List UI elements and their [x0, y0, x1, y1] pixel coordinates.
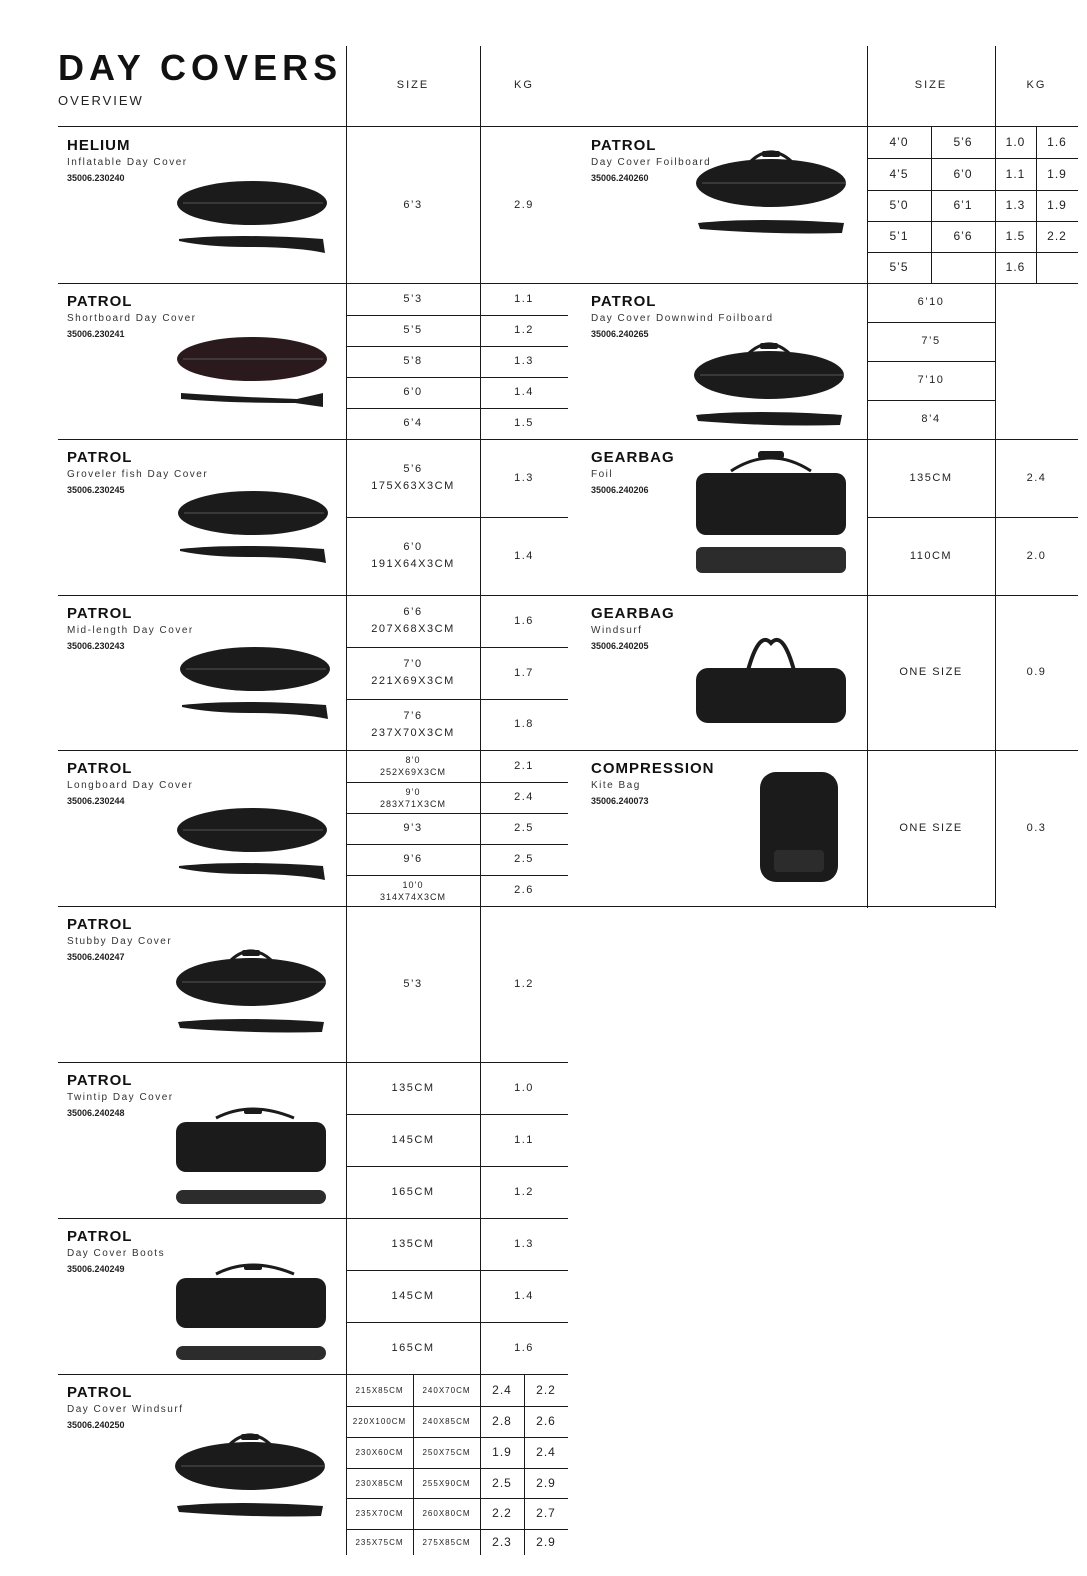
size-cell: ONE SIZE [899, 821, 963, 834]
size-cell: 6’0 [403, 386, 423, 398]
size-cell: 8’4 [921, 413, 941, 425]
size-cell: 250X75CM [422, 1448, 471, 1457]
kg-cell: 1.0 [514, 1081, 534, 1094]
kg-cell: 1.9 [1047, 198, 1067, 212]
product-code: 35006.240206 [591, 485, 649, 495]
kg-cell: 2.2 [1047, 229, 1067, 243]
size-cell: ONE SIZE [899, 666, 963, 678]
kg-cell: 1.1 [514, 1133, 534, 1146]
size-cell: 6’10 [917, 296, 945, 308]
kg-cell: 2.5 [514, 853, 534, 865]
size-cell: 145CM [391, 1133, 435, 1146]
product-name: PATROL [67, 1384, 133, 1401]
product-name: PATROL [67, 449, 133, 466]
product-name: PATROL [67, 1228, 133, 1245]
size-cell: 240X70CM [422, 1385, 471, 1395]
product-name: GEARBAG [591, 605, 675, 622]
windsurf-gearbag-icon [696, 633, 856, 773]
size-cell: 5’3 [403, 292, 423, 305]
size-cell: 260X80CM [422, 1509, 471, 1518]
product-name: PATROL [67, 293, 133, 310]
kg-cell: 1.3 [514, 1237, 534, 1250]
size-cell: 9’0 283X71X3CM [379, 786, 447, 809]
size-cell: 4’0 [889, 135, 909, 149]
product-description: Foil [591, 469, 614, 480]
kg-cell: 2.4 [492, 1382, 512, 1397]
product-description: Kite Bag [591, 780, 641, 791]
kg-cell: 0.3 [1026, 821, 1047, 834]
product-code: 35006.240205 [591, 641, 649, 651]
size-cell: 6’1 [953, 198, 973, 212]
product-code: 35006.230244 [67, 796, 125, 806]
size-cell: 6’6 [953, 229, 973, 243]
kg-cell: 1.3 [1005, 198, 1026, 212]
product-name: GEARBAG [591, 449, 675, 466]
size-cell: 275X85CM [422, 1537, 471, 1547]
product-description: Inflatable Day Cover [67, 157, 188, 168]
size-cell: 8’0 252X69X3CM [379, 755, 447, 777]
kg-cell: 2.6 [514, 884, 534, 896]
kg-cell: 1.9 [492, 1445, 512, 1459]
kg-cell: 1.6 [514, 1341, 534, 1354]
size-cell: 145CM [391, 1289, 435, 1302]
kg-cell: 1.2 [514, 977, 534, 990]
size-cell: 5’6 [953, 135, 973, 149]
size-cell: 240X85CM [422, 1417, 471, 1426]
kg-cell: 1.3 [514, 355, 534, 367]
kg-cell: 2.6 [536, 1414, 556, 1428]
stubby-board-bag-icon [176, 952, 336, 1092]
kg-cell: 2.4 [1026, 471, 1047, 484]
kg-cell: 1.6 [1005, 260, 1026, 274]
size-cell [931, 252, 995, 283]
product-name: PATROL [591, 293, 657, 310]
inflatable-board-bag-icon [177, 181, 337, 321]
size-cell: 255X90CM [422, 1478, 471, 1488]
size-cell: 230X60CM [355, 1448, 404, 1457]
size-cell: 6’0 [953, 166, 973, 181]
size-cell: 5’5 [889, 260, 909, 274]
kg-cell: 2.5 [514, 822, 534, 834]
kg-cell [1036, 252, 1078, 283]
product-name: PATROL [67, 605, 133, 622]
kg-cell: 2.9 [514, 198, 534, 211]
size-cell: 6’4 [403, 417, 423, 429]
size-cell: 5’8 [403, 355, 423, 367]
size-cell: 5’5 [403, 324, 423, 336]
kg-cell: 2.9 [536, 1534, 556, 1549]
product-description: Longboard Day Cover [67, 780, 194, 791]
kg-cell: 1.2 [514, 324, 534, 336]
kg-cell: 2.4 [536, 1445, 556, 1459]
size-cell: 220X100CM [352, 1417, 407, 1426]
product-code: 35006.230241 [67, 329, 125, 339]
size-cell: 4’5 [889, 166, 909, 181]
product-code: 35006.230240 [67, 173, 125, 183]
page-title: DAY COVERS [58, 47, 343, 88]
kg-cell: 2.2 [536, 1382, 556, 1397]
product-code: 35006.240248 [67, 1108, 125, 1118]
product-description: Groveler fish Day Cover [67, 469, 209, 480]
product-code: 35006.240260 [591, 173, 649, 183]
windsurf-board-bag-icon [175, 1436, 335, 1576]
size-cell: 9’3 [403, 822, 423, 834]
size-cell: 7’6 237X70X3CM [371, 709, 455, 739]
kg-cell: 2.4 [514, 791, 534, 803]
size-cell: 235X75CM [355, 1537, 404, 1547]
size-cell: 235X70CM [355, 1509, 404, 1518]
product-name: PATROL [67, 1072, 133, 1089]
kg-cell: 1.8 [514, 718, 534, 730]
kg-cell: 2.5 [492, 1475, 512, 1490]
product-name: PATROL [591, 137, 657, 154]
kg-cell: 1.4 [514, 1289, 534, 1302]
kg-cell: 2.7 [536, 1506, 556, 1520]
size-cell: 6’0 191X64X3CM [371, 541, 455, 570]
kg-cell: 1.9 [1047, 166, 1067, 181]
kg-cell: 1.0 [1005, 135, 1026, 149]
boots-board-bag-icon [176, 1264, 336, 1404]
kg-cell: 2.9 [536, 1475, 556, 1490]
product-code: 35006.230245 [67, 485, 125, 495]
kg-cell: 1.5 [1005, 229, 1026, 243]
foilboard-bag-icon [696, 153, 856, 293]
left-kg-header: KG [514, 79, 534, 91]
kg-cell: 1.4 [514, 386, 534, 398]
shortboard-bag-icon [177, 337, 337, 477]
kg-cell: 2.8 [492, 1414, 512, 1428]
product-name: PATROL [67, 916, 133, 933]
twintip-bag-icon [176, 1108, 336, 1248]
midlength-board-bag-icon [180, 647, 340, 787]
kg-cell: 2.1 [514, 759, 534, 772]
size-cell: 6’3 [403, 198, 423, 211]
kg-cell: 2.2 [492, 1506, 512, 1520]
right-kg-header: KG [1026, 79, 1047, 91]
product-description: Day Cover Boots [67, 1248, 166, 1259]
size-cell: 10’0 314X74X3CM [379, 879, 447, 902]
fish-board-bag-icon [178, 491, 338, 631]
product-code: 35006.240073 [591, 796, 649, 806]
product-code: 35006.240265 [591, 329, 649, 339]
product-code: 35006.240249 [67, 1264, 125, 1274]
size-cell: 5’1 [889, 229, 909, 243]
product-description: Stubby Day Cover [67, 936, 173, 947]
size-cell: 7’10 [917, 374, 945, 386]
kg-cell: 1.2 [514, 1185, 534, 1198]
kg-cell: 1.6 [1047, 135, 1067, 149]
product-name: PATROL [67, 760, 133, 777]
product-name: COMPRESSION [591, 760, 715, 777]
size-cell: 135CM [909, 471, 953, 484]
divider-line [567, 906, 995, 907]
product-code: 35006.230243 [67, 641, 125, 651]
kg-cell: 1.3 [514, 471, 534, 484]
kg-cell: 2.0 [1026, 549, 1047, 562]
kg-cell: 1.6 [514, 614, 534, 627]
size-cell: 7’5 [921, 335, 941, 347]
right-size-header: SIZE [914, 79, 948, 91]
longboard-bag-icon [177, 808, 337, 948]
kg-cell: 2.3 [492, 1534, 512, 1549]
size-cell: 135CM [391, 1081, 435, 1094]
product-description: Day Cover Downwind Foilboard [591, 313, 774, 324]
size-cell: 135CM [391, 1237, 435, 1250]
size-cell: 165CM [391, 1185, 435, 1198]
size-cell: 110CM [909, 549, 953, 562]
product-description: Day Cover Windsurf [67, 1404, 184, 1415]
size-cell: 6’6 207X68X3CM [371, 606, 455, 635]
kg-cell: 1.7 [514, 666, 534, 679]
size-cell: 5’6 175X63X3CM [371, 463, 455, 492]
product-description: Shortboard Day Cover [67, 313, 197, 324]
divider-line [567, 283, 1078, 284]
product-description: Twintip Day Cover [67, 1092, 174, 1103]
size-cell: 7’0 221X69X3CM [371, 658, 455, 687]
left-size-header: SIZE [396, 79, 430, 91]
product-description: Day Cover Foilboard [591, 157, 712, 168]
kg-cell: 0.9 [1026, 666, 1047, 678]
size-cell: 165CM [391, 1341, 435, 1354]
kg-cell: 1.4 [514, 549, 534, 562]
page-subtitle: OVERVIEW [58, 93, 144, 108]
product-description: Windsurf [591, 625, 643, 636]
product-description: Mid-length Day Cover [67, 625, 194, 636]
product-code: 35006.240250 [67, 1420, 125, 1430]
size-cell: 5’0 [889, 198, 909, 212]
product-name: HELIUM [67, 137, 131, 154]
size-cell: 9’6 [403, 853, 423, 865]
kg-cell: 1.1 [1005, 166, 1026, 181]
size-cell: 5’3 [403, 977, 423, 990]
kg-cell: 1.5 [514, 417, 534, 429]
size-cell: 230X85CM [355, 1478, 404, 1488]
product-code: 35006.240247 [67, 952, 125, 962]
size-cell: 215X85CM [355, 1385, 404, 1395]
kg-cell: 1.1 [514, 292, 534, 305]
foil-gearbag-icon [696, 451, 856, 591]
